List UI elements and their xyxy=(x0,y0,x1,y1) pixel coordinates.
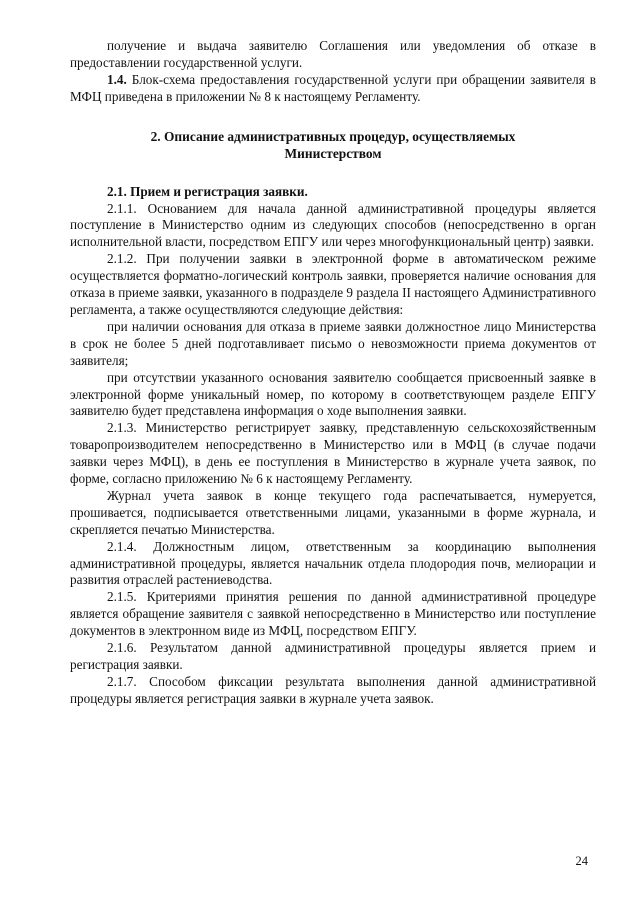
paragraph-intro-continuation: получение и выдача заявителю Соглашения или уведомления об отказе в предоставлении государственной услуги. xyxy=(70,38,596,70)
page-number: 24 xyxy=(575,854,588,868)
section-heading-line-1: 2. Описание административных процедур, осуществляемых xyxy=(150,128,516,144)
paragraph-2-1-3: 2.1.3. Министерство регистрирует заявку, представленную сельскохозяйственным товаропроизводителем непосредственно в Министерство или в МФЦ (в случае подачи заявки через МФЦ), в день ее поступления в Министерство в журнале учета заявок, по форме, согласно приложению № 6 к настоящему Регламенту. xyxy=(70,420,596,487)
paragraph-1-4-text: Блок-схема предоставления государственной услуги при обращении заявителя в МФЦ приведена в приложении № 8 к настоящему Регламенту. xyxy=(70,71,596,104)
paragraph-action-1: при наличии основания для отказа в приеме заявки должностное лицо Министерства в срок не более 5 дней подготавливает письмо о невозможности приема документов от заявителя; xyxy=(70,318,596,368)
section-heading-line-2: Министерством xyxy=(284,145,382,161)
document-body xyxy=(70,38,596,708)
paragraph-1-4 xyxy=(70,72,596,106)
paragraph-2-1-6: 2.1.6. Результатом данной административной процедуры является прием и регистрация заявки. xyxy=(70,640,596,672)
subsection-heading: 2.1. Прием и регистрация заявки. xyxy=(107,183,308,199)
paragraph-2-1-1: 2.1.1. Основанием для начала данной административной процедуры является поступление в Министерство одним из следующих способов (непосредственно в орган исполнительной власти, посредством ЕПГУ или через многофункциональный центр) заявки. xyxy=(70,200,596,250)
paragraph-2-1-7: 2.1.7. Способом фиксации результата выполнения данной административной процедуры является регистрация заявки в журнале учета заявок. xyxy=(70,673,596,706)
paragraph-journal: Журнал учета заявок в конце текущего года распечатывается, нумеруется, прошивается, подписывается ответственными лицами, указанными в форме журнала, и скрепляется печатью Министерства. xyxy=(70,487,596,537)
paragraph-action-2: при отсутствии указанного основания заявителю сообщается присвоенный заявке в электронной форме уникальный номер, по которому в соответствующем разделе ЕПГУ заявителю будет представлена информация о ходе выполнения заявки. xyxy=(70,369,596,419)
spacer xyxy=(70,162,596,184)
paragraph-2-1-2: 2.1.2. При получении заявки в электронной форме в автоматическом режиме осуществляется форматно-логический контроль заявки, проверяется наличие основания для отказа в приеме заявки, указанного в подразделе 9 раздела II настоящего Административного регламента, а также осуществляются следующие действия: xyxy=(70,251,596,317)
spacer xyxy=(70,106,596,128)
paragraph-2-1-4: 2.1.4. Должностным лицом, ответственным за координацию выполнения административной процедуры, является начальник отдела плодородия почв, мелиорации и развития отраслей растениеводства. xyxy=(70,538,596,588)
paragraph-1-4-number: 1.4. xyxy=(107,71,127,87)
paragraph-2-1-5: 2.1.5. Критериями принятия решения по данной административной процедуре является обращение заявителя с заявкой непосредственно в Министерство или поступление документов в электронном виде из МФЦ, посредством ЕПГУ. xyxy=(70,589,596,639)
